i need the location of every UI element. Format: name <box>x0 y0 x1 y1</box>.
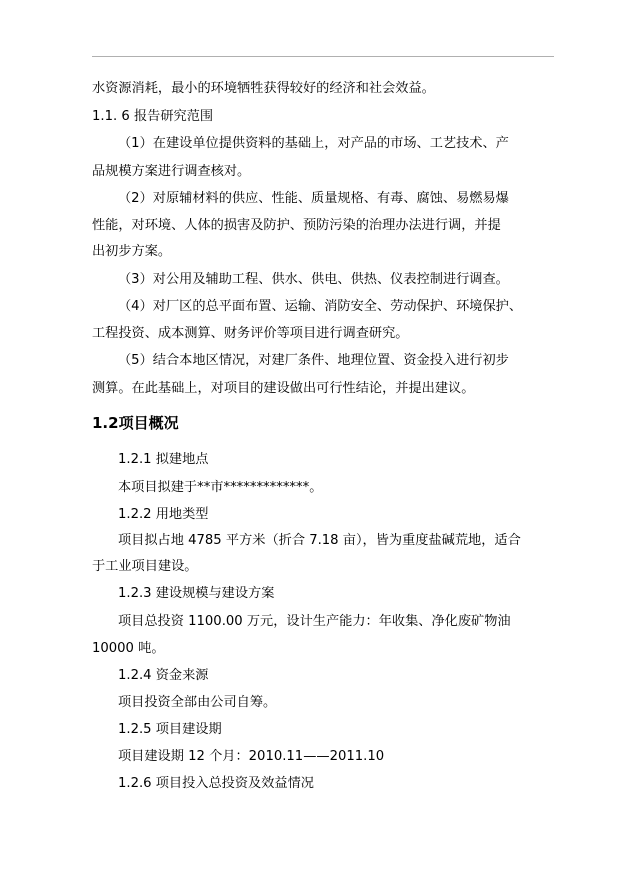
scope-item-2-line-1: （2）对原辅材料的供应、性能、质量规格、有毒、腐蚀、易燃易爆 <box>118 191 509 206</box>
subsection-1-2-4: 1.2.4 资金来源 <box>118 668 209 683</box>
scope-item-5-line-2: 测算。在此基础上，对项目的建设做出可行性结论，并提出建议。 <box>92 381 475 396</box>
scale-text-line-2: 10000 吨。 <box>92 641 165 656</box>
section-heading-1-1-6: 1.1. 6 报告研究范围 <box>92 109 214 124</box>
scale-text-line-1: 项目总投资 1100.00 万元，设计生产能力：年收集、净化废矿物油 <box>118 614 511 629</box>
header-rule <box>92 56 554 57</box>
subsection-1-2-1: 1.2.1 拟建地点 <box>118 452 209 467</box>
funding-text: 项目投资全部由公司自筹。 <box>118 695 277 710</box>
scope-item-4-line-2: 工程投资、成本测算、财务评价等项目进行调查研究。 <box>92 326 409 341</box>
scope-item-1-line-1: （1）在建设单位提供资料的基础上，对产品的市场、工艺技术、产 <box>118 136 509 151</box>
scope-item-1-line-2: 品规模方案进行调查核对。 <box>92 164 251 179</box>
section-heading-1-2: 1.2项目概况 <box>92 414 179 432</box>
scope-item-2-line-2: 性能，对环境、人体的损害及防护、预防污染的治理办法进行调，并提 <box>92 218 501 233</box>
subsection-1-2-2: 1.2.2 用地类型 <box>118 507 209 522</box>
location-text: 本项目拟建于**市*************。 <box>118 480 323 495</box>
scope-item-4-line-1: （4）对厂区的总平面布置、运输、消防安全、劳动保护、环境保护、 <box>118 299 523 314</box>
subsection-1-2-5: 1.2.5 项目建设期 <box>118 722 222 737</box>
subsection-1-2-3: 1.2.3 建设规模与建设方案 <box>118 586 275 601</box>
scope-item-3: （3）对公用及辅助工程、供水、供电、供热、仪表控制进行调查。 <box>118 272 509 287</box>
land-use-text-line-1: 项目拟占地 4785 平方米（折合 7.18 亩），皆为重度盐碱荒地，适合 <box>118 533 521 548</box>
scope-item-5-line-1: （5）结合本地区情况，对建厂条件、地理位置、资金投入进行初步 <box>118 353 509 368</box>
land-use-text-line-2: 于工业项目建设。 <box>92 559 198 574</box>
scope-item-2-line-3: 出初步方案。 <box>92 244 172 259</box>
paragraph-continuation-line: 水资源消耗，最小的环境牺牲获得较好的经济和社会效益。 <box>92 81 435 96</box>
subsection-1-2-6: 1.2.6 项目投入总投资及效益情况 <box>118 776 314 791</box>
construction-period-text: 项目建设期 12 个月：2010.11——2011.10 <box>118 749 385 764</box>
